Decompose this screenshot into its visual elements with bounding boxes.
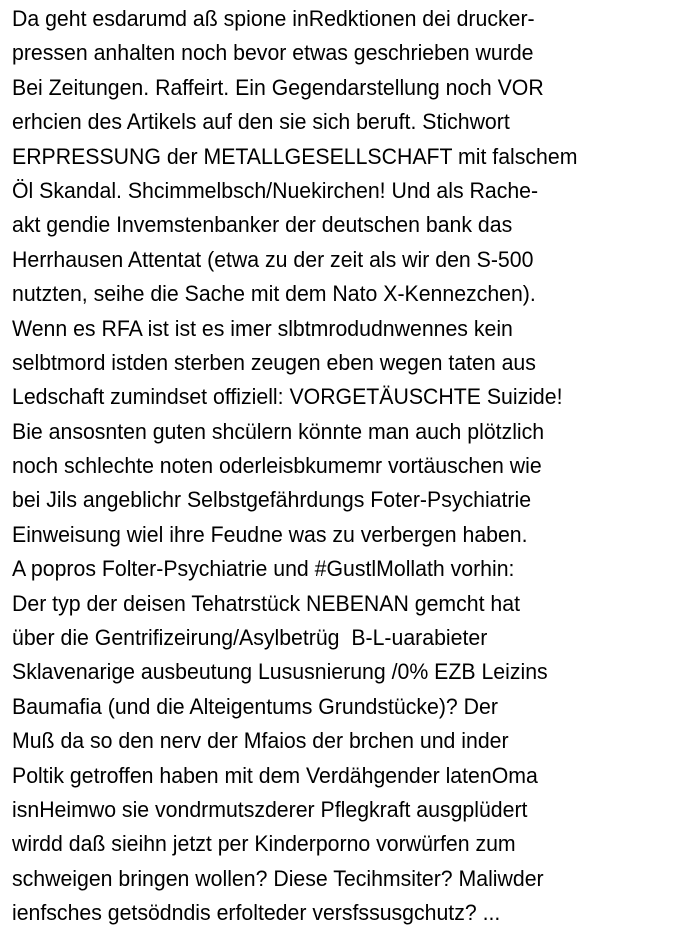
- text-line: Öl Skandal. Shcimmelbsch/Nuekirchen! Und als Rache-: [12, 177, 539, 203]
- text-line: Einweisung wiel ihre Feudne was zu verbergen haben.: [12, 521, 528, 547]
- text-line: Ledschaft zumindset offiziell: VORGETÄUSCHTE Suizide!: [12, 384, 563, 410]
- text-line: isnHeimwo sie vondrmutszderer Pflegkraft ausgplüdert: [12, 796, 528, 822]
- text-line: Sklavenarige ausbeutung Lususnierung /0% EZB Leizins: [12, 659, 548, 685]
- text-line: ERPRESSUNG der METALLGESELLSCHAFT mit falschem: [12, 143, 578, 169]
- text-line: Baumafia (und die Alteigentums Grundstücke)? Der: [12, 693, 498, 719]
- text-line: noch schlechte noten oderleisbkumemr vortäuschen wie: [12, 453, 542, 479]
- text-line: pressen anhalten noch bevor etwas geschrieben wurde: [12, 40, 534, 66]
- text-line: Poltik getroffen haben mit dem Verdähgender latenOma: [12, 762, 538, 788]
- text-line: Bei Zeitungen. Raffeirt. Ein Gegendarstellung noch VOR: [12, 74, 544, 100]
- text-line: nutzten, seihe die Sache mit dem Nato X-Kennezchen).: [12, 281, 536, 307]
- text-line: Da geht esdarumd aß spione inRedktionen dei drucker-: [12, 6, 535, 31]
- text-line: wirdd daß sieihn jetzt per Kinderporno vorwürfen zum: [12, 831, 516, 857]
- text-line: erhcien des Artikels auf den sie sich beruft. Stichwort: [12, 109, 510, 135]
- text-line: akt gendie Invemstenbanker der deutschen bank das: [12, 212, 513, 238]
- text-line: Der typ der deisen Tehatrstück NEBENAN gemcht hat: [12, 590, 520, 616]
- text-line: Muß da so den nerv der Mfaios der brchen und inder: [12, 728, 509, 754]
- text-line: über die Gentrifizeirung/Asylbetrüg B-L-uarabieter: [12, 625, 488, 651]
- document-text-block: [12, 2, 649, 931]
- text-line: selbtmord istden sterben zeugen eben wegen taten aus: [12, 349, 536, 375]
- text-line: ienfsches getsödndis erfolteder versfssusgchutz? ...: [12, 900, 501, 926]
- text-line: bei Jils angeblichr Selbstgefährdungs Foter-Psychiatrie: [12, 487, 532, 513]
- text-line: Herrhausen Attentat (etwa zu der zeit als wir den S-500: [12, 246, 534, 272]
- text-line: Wenn es RFA ist ist es imer slbtmrodudnwennes kein: [12, 315, 513, 341]
- text-line: A popros Folter-Psychiatrie und #GustlMollath vorhin:: [12, 556, 515, 582]
- text-line: schweigen bringen wollen? Diese Tecihmsiter? Maliwder: [12, 865, 544, 891]
- text-line: Bie ansosnten guten shcülern könnte man auch plötzlich: [12, 418, 545, 444]
